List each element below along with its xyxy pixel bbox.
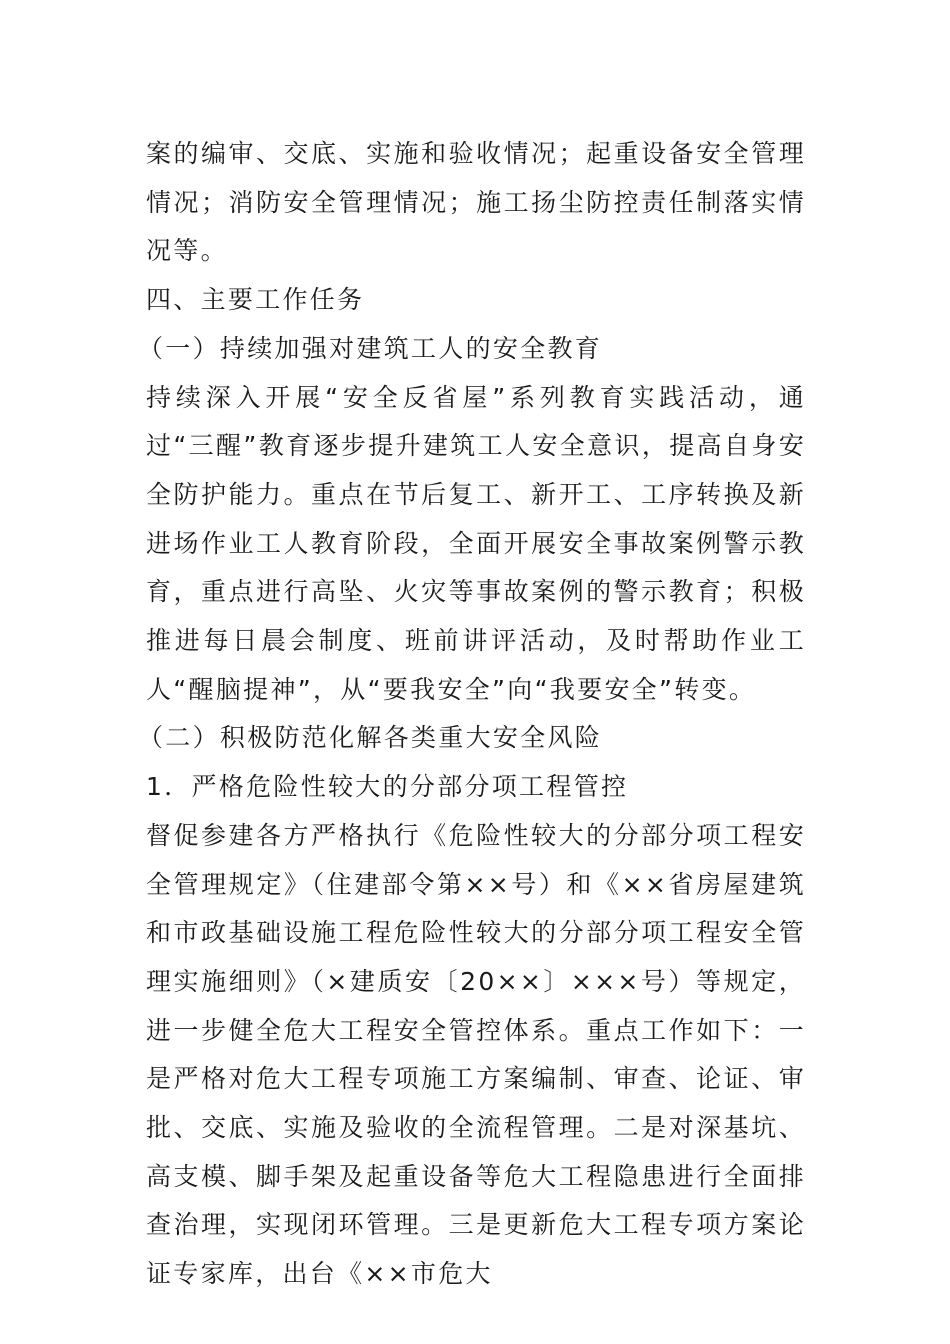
paragraph-inspection-items: 案的编审、交底、实施和验收情况；起重设备安全管理情况；消防安全管理情况；施工扬尘防控责任制落实情况等。: [146, 139, 806, 266]
paragraph-dangerous-works: 督促参建各方严格执行《危险性较大的分部分项工程安全管理规定》（住建部令第××号）和《××省房屋建筑和市政基础设施工程危险性较大的分部分项工程安全管理实施细则》（×建质安〔20××〕×××号）等规定，进一步健全危大工程安全管控体系。重点工作如下：一是严格对危大工程专项施工方案编制、审查、论证、审批、交底、实施及验收的全流程管理。二是对深基坑、高支模、脚手架及起重设备等危大工程隐患进行全面排查治理，实现闭环管理。三是更新危大工程专项方案论证专家库，出台《××市危大: [146, 820, 806, 1289]
item-heading-dangerous-works: 1．严格危险性较大的分部分项工程管控: [146, 772, 629, 802]
section-heading-main-tasks: 四、主要工作任务: [146, 285, 365, 315]
paragraph-safety-education: 持续深入开展“安全反省屋”系列教育实践活动，通过“三醒”教育逐步提升建筑工人安全意识，提高自身安全防护能力。重点在节后复工、新开工、工序转换及新进场作业工人教育阶段，全面开展安全事故案例警示教育，重点进行高坠、火灾等事故案例的警示教育；积极推进每日晨会制度、班前讲评活动，及时帮助作业工人“醒脑提神”，从“要我安全”向“我要安全”转变。: [146, 382, 806, 704]
subsection-heading-safety-education: （一）持续加强对建筑工人的安全教育: [138, 333, 603, 363]
subsection-heading-risk-prevention: （二）积极防范化解各类重大安全风险: [138, 723, 603, 753]
document-body: [138, 130, 806, 1299]
